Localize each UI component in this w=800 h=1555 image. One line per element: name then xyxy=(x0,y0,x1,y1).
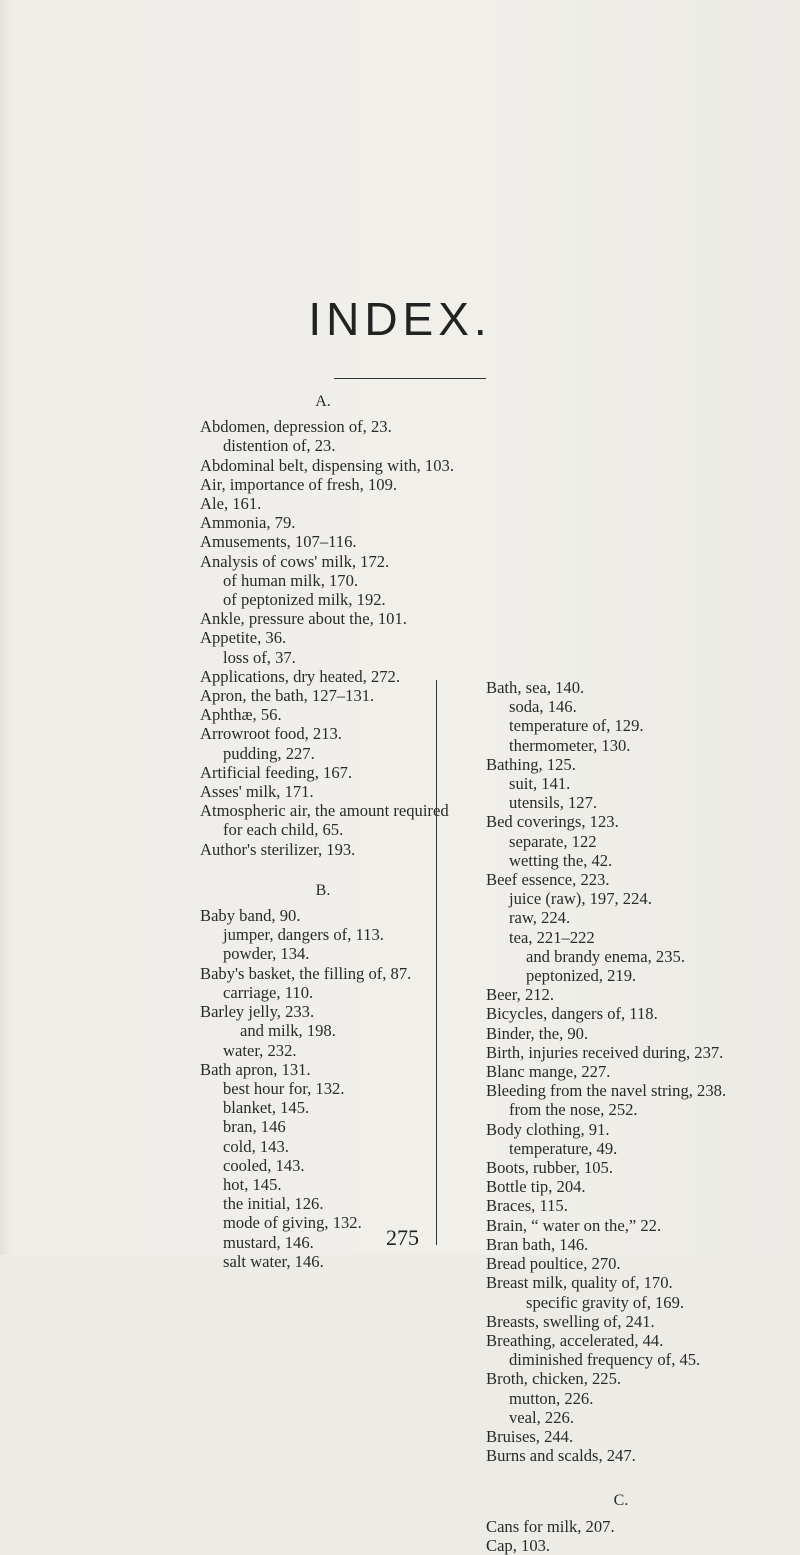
index-entry: Breathing, accelerated, 44. xyxy=(486,1330,664,1350)
index-entry: suit, 141. xyxy=(509,774,571,794)
index-entry: Breasts, swelling of, 241. xyxy=(486,1311,655,1331)
index-entry: Binder, the, 90. xyxy=(486,1023,589,1043)
index-entry: Broth, chicken, 225. xyxy=(486,1369,622,1389)
index-entry: Bran bath, 146. xyxy=(486,1234,589,1254)
index-column-left xyxy=(200,392,454,1271)
index-entry: peptonized, 219. xyxy=(526,966,637,986)
index-entry: best hour for, 132. xyxy=(223,1078,345,1098)
section-heading-a: A. xyxy=(315,393,331,410)
index-entry: Amusements, 107–116. xyxy=(200,532,357,552)
section-b-continued-entries xyxy=(486,678,756,1465)
section-c-entries xyxy=(486,1517,756,1555)
index-entry: Beef essence, 223. xyxy=(486,870,610,890)
index-entry: Braces, 115. xyxy=(486,1196,568,1216)
index-entry: wetting the, 42. xyxy=(509,850,613,870)
index-entry: Blanc mange, 227. xyxy=(486,1062,611,1082)
index-entry: Bathing, 125. xyxy=(486,754,576,774)
index-entry: thermometer, 130. xyxy=(509,735,631,755)
index-entry: water, 232. xyxy=(223,1040,297,1060)
index-entry: bran, 146 xyxy=(223,1117,286,1137)
index-entry: Bath, sea, 140. xyxy=(486,678,585,697)
index-entry: Barley jelly, 233. xyxy=(200,1002,315,1022)
index-entry: of peptonized milk, 192. xyxy=(223,590,386,610)
index-entry: Cans for milk, 207. xyxy=(486,1516,615,1536)
index-entry: distention of, 23. xyxy=(223,436,336,456)
index-entry: Cap, 103. xyxy=(486,1535,551,1555)
index-entry: cooled, 143. xyxy=(223,1155,305,1175)
index-entry: Brain, “ water on the,” 22. xyxy=(486,1215,662,1235)
index-entry: Boots, rubber, 105. xyxy=(486,1158,614,1178)
section-a-entries xyxy=(200,417,454,859)
page-title: INDEX. xyxy=(308,293,492,345)
index-entry: hot, 145. xyxy=(223,1174,282,1194)
index-entry: Ale, 161. xyxy=(200,494,262,514)
index-entry: veal, 226. xyxy=(509,1407,574,1427)
index-entry: utensils, 127. xyxy=(509,793,598,813)
index-entry: juice (raw), 197, 224. xyxy=(509,889,652,909)
index-entry: cold, 143. xyxy=(223,1136,289,1156)
index-entry: Aphthæ, 56. xyxy=(200,705,282,725)
index-entry: Air, importance of fresh, 109. xyxy=(200,474,398,494)
index-entry: jumper, dangers of, 113. xyxy=(223,925,384,945)
index-entry: Baby's basket, the filling of, 87. xyxy=(200,963,412,983)
index-entry: tea, 221–222 xyxy=(509,927,595,947)
index-entry: Applications, dry heated, 272. xyxy=(200,666,401,686)
index-entry: and milk, 198. xyxy=(240,1021,336,1041)
index-column-right xyxy=(486,678,756,1555)
index-entry: Baby band, 90. xyxy=(200,906,301,926)
index-entry: Bottle tip, 204. xyxy=(486,1177,586,1197)
section-b-entries xyxy=(200,906,440,1271)
index-entry: Abdomen, depression of, 23. xyxy=(200,417,392,437)
index-entry: temperature, 49. xyxy=(509,1138,618,1158)
index-entry: loss of, 37. xyxy=(223,647,296,667)
section-heading-c: C. xyxy=(613,1492,629,1510)
index-entry: Bleeding from the navel string, 238. xyxy=(486,1081,727,1101)
index-entry: mode of giving, 132. xyxy=(223,1213,362,1233)
index-entry: Bath apron, 131. xyxy=(200,1059,311,1079)
index-entry: Body clothing, 91. xyxy=(486,1119,610,1139)
index-entry: Asses' milk, 171. xyxy=(200,782,314,802)
index-entry: Ankle, pressure about the, 101. xyxy=(200,609,407,629)
index-entry: pudding, 227. xyxy=(223,743,315,763)
index-entry: specific gravity of, 169. xyxy=(526,1292,685,1312)
index-entry: mutton, 226. xyxy=(509,1388,594,1408)
index-entry: Author's sterilizer, 193. xyxy=(200,839,356,859)
index-entry: Artificial feeding, 167. xyxy=(200,762,353,782)
page-number: 275 xyxy=(386,1225,419,1250)
index-entry: salt water, 146. xyxy=(223,1251,324,1271)
index-entry: for each child, 65. xyxy=(223,820,344,840)
index-entry: blanket, 145. xyxy=(223,1098,310,1118)
index-entry: Bruises, 244. xyxy=(486,1426,574,1446)
index-entry: powder, 134. xyxy=(223,944,310,964)
index-entry: Abdominal belt, dispensing with, 103. xyxy=(200,455,454,475)
index-entry: separate, 122 xyxy=(509,831,597,851)
index-entry: Bread poultice, 270. xyxy=(486,1254,621,1274)
index-entry: from the nose, 252. xyxy=(509,1100,638,1120)
index-entry: Arrowroot food, 213. xyxy=(200,724,342,744)
index-entry: Appetite, 36. xyxy=(200,628,287,648)
index-entry: Bicycles, dangers of, 118. xyxy=(486,1004,658,1024)
index-entry: diminished frequency of, 45. xyxy=(509,1350,701,1370)
title-rule xyxy=(334,378,486,379)
index-entry: Analysis of cows' milk, 172. xyxy=(200,551,390,571)
index-entry: mustard, 146. xyxy=(223,1232,314,1252)
index-entry: temperature of, 129. xyxy=(509,716,644,736)
index-entry: Burns and scalds, 247. xyxy=(486,1446,636,1466)
index-entry: Apron, the bath, 127–131. xyxy=(200,686,375,706)
index-entry: Atmospheric air, the amount required xyxy=(200,801,449,821)
index-entry: Breast milk, quality of, 170. xyxy=(486,1273,673,1293)
index-entry: the initial, 126. xyxy=(223,1194,324,1214)
index-entry: Birth, injuries received during, 237. xyxy=(486,1042,724,1062)
section-heading-b: B. xyxy=(315,881,331,899)
index-entry: soda, 146. xyxy=(509,697,577,717)
index-entry: Ammonia, 79. xyxy=(200,513,296,533)
index-entry: raw, 224. xyxy=(509,908,571,928)
index-entry: of human milk, 170. xyxy=(223,570,359,590)
index-entry: Bed coverings, 123. xyxy=(486,812,619,832)
index-entry: and brandy enema, 235. xyxy=(526,946,685,966)
index-entry: carriage, 110. xyxy=(223,982,314,1002)
index-entry: Beer, 212. xyxy=(486,985,554,1005)
